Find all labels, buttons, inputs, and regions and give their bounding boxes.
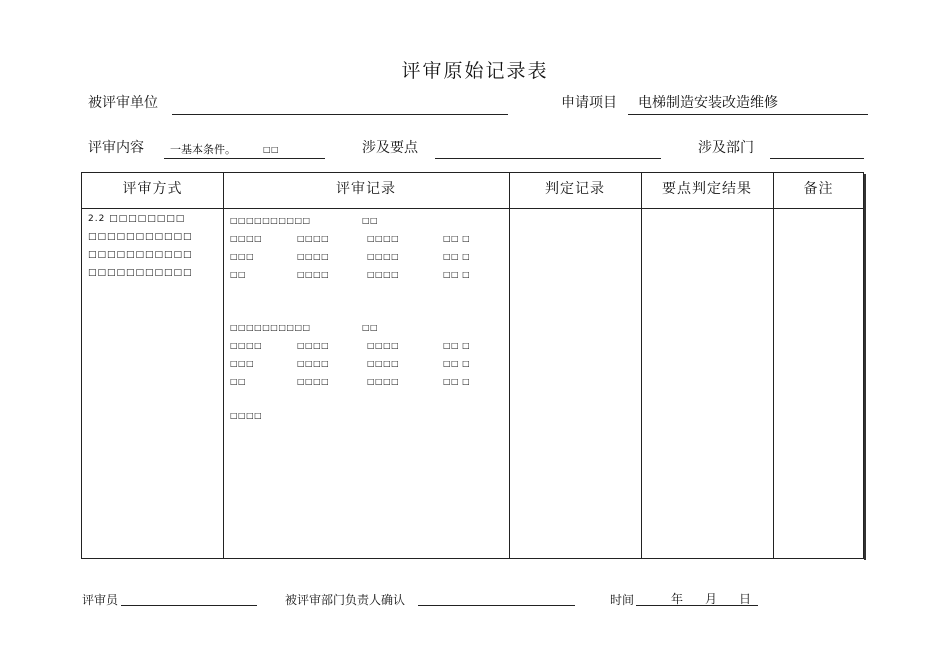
page-title: 评审原始记录表 bbox=[401, 60, 549, 82]
record-cell: □□□□ bbox=[297, 377, 330, 386]
record-cell: □□□□ bbox=[367, 234, 400, 243]
record-cell: □□□□ bbox=[367, 270, 400, 279]
record-cell: □□ bbox=[230, 270, 247, 279]
col-header-judgement: 判定记录 bbox=[545, 181, 605, 197]
record-cell: □□ □ bbox=[443, 341, 471, 350]
record-cell: □□□□ bbox=[367, 252, 400, 261]
day-label: 日 bbox=[739, 592, 752, 606]
record-cell: □□□ bbox=[230, 359, 255, 368]
col-header-result: 要点判定结果 bbox=[662, 181, 752, 197]
content-value: 一基本条件。 bbox=[170, 143, 236, 156]
col-divider bbox=[223, 173, 224, 558]
record-cell: □□□□ bbox=[367, 377, 400, 386]
month-label: 月 bbox=[705, 592, 718, 606]
record-head: □□□□□□□□□□ bbox=[230, 323, 311, 332]
year-label: 年 bbox=[671, 592, 684, 606]
record-cell: □□□□ bbox=[297, 252, 330, 261]
confirm-field[interactable] bbox=[418, 590, 575, 606]
record-cell: □□□□ bbox=[230, 234, 263, 243]
review-table bbox=[81, 172, 864, 559]
record-cell: □□ bbox=[230, 377, 247, 386]
record-cell: □□ □ bbox=[443, 377, 471, 386]
points-field[interactable] bbox=[435, 140, 661, 159]
dept-label: 涉及部门 bbox=[698, 140, 754, 156]
content-extra: □□ bbox=[263, 145, 280, 154]
record-cell: □□□□ bbox=[367, 341, 400, 350]
record-cell: □□ □ bbox=[443, 234, 471, 243]
record-cell: □□□□ bbox=[297, 341, 330, 350]
record-cell: □□ □ bbox=[443, 270, 471, 279]
dept-field[interactable] bbox=[770, 140, 864, 159]
time-field[interactable] bbox=[636, 590, 758, 606]
col-header-remark: 备注 bbox=[803, 181, 834, 197]
record-cell: □□□□ bbox=[230, 341, 263, 350]
unit-label: 被评审单位 bbox=[88, 95, 158, 111]
confirm-label: 被评审部门负责人确认 bbox=[285, 593, 406, 607]
record-cell: □□□ bbox=[230, 252, 255, 261]
record-cell: □□ □ bbox=[443, 252, 471, 261]
unit-field[interactable] bbox=[172, 94, 508, 115]
content-field[interactable] bbox=[164, 140, 325, 159]
judgement-cell[interactable] bbox=[510, 209, 640, 558]
record-cell: □□□□ bbox=[367, 359, 400, 368]
method-line: 2.2 □□□□□□□□ bbox=[88, 214, 186, 224]
content-label: 评审内容 bbox=[88, 140, 144, 156]
table-shadow bbox=[864, 174, 866, 560]
record-head: □□ bbox=[362, 323, 379, 332]
record-head: □□□□□□□□□□ bbox=[230, 216, 311, 225]
method-line: □□□□□□□□□□□ bbox=[88, 250, 193, 260]
method-line: □□□□□□□□□□□ bbox=[88, 268, 193, 278]
record-cell: □□□□ bbox=[297, 270, 330, 279]
project-value: 电梯制造安装改造维修 bbox=[638, 95, 778, 111]
remark-cell[interactable] bbox=[774, 209, 863, 558]
record-tail: □□□□ bbox=[230, 411, 263, 420]
record-cell: □□□□ bbox=[297, 234, 330, 243]
project-field[interactable] bbox=[628, 94, 868, 115]
project-label: 申请项目 bbox=[561, 95, 617, 111]
reviewer-field[interactable] bbox=[121, 590, 257, 606]
points-label: 涉及要点 bbox=[362, 140, 418, 156]
col-header-record: 评审记录 bbox=[336, 181, 396, 197]
time-label: 时间 bbox=[610, 593, 635, 607]
record-head: □□ bbox=[362, 216, 379, 225]
record-cell: □□ □ bbox=[443, 359, 471, 368]
method-line: □□□□□□□□□□□ bbox=[88, 232, 193, 242]
record-cell: □□□□ bbox=[297, 359, 330, 368]
result-cell[interactable] bbox=[642, 209, 772, 558]
col-header-method: 评审方式 bbox=[122, 181, 183, 197]
reviewer-label: 评审员 bbox=[82, 593, 119, 607]
